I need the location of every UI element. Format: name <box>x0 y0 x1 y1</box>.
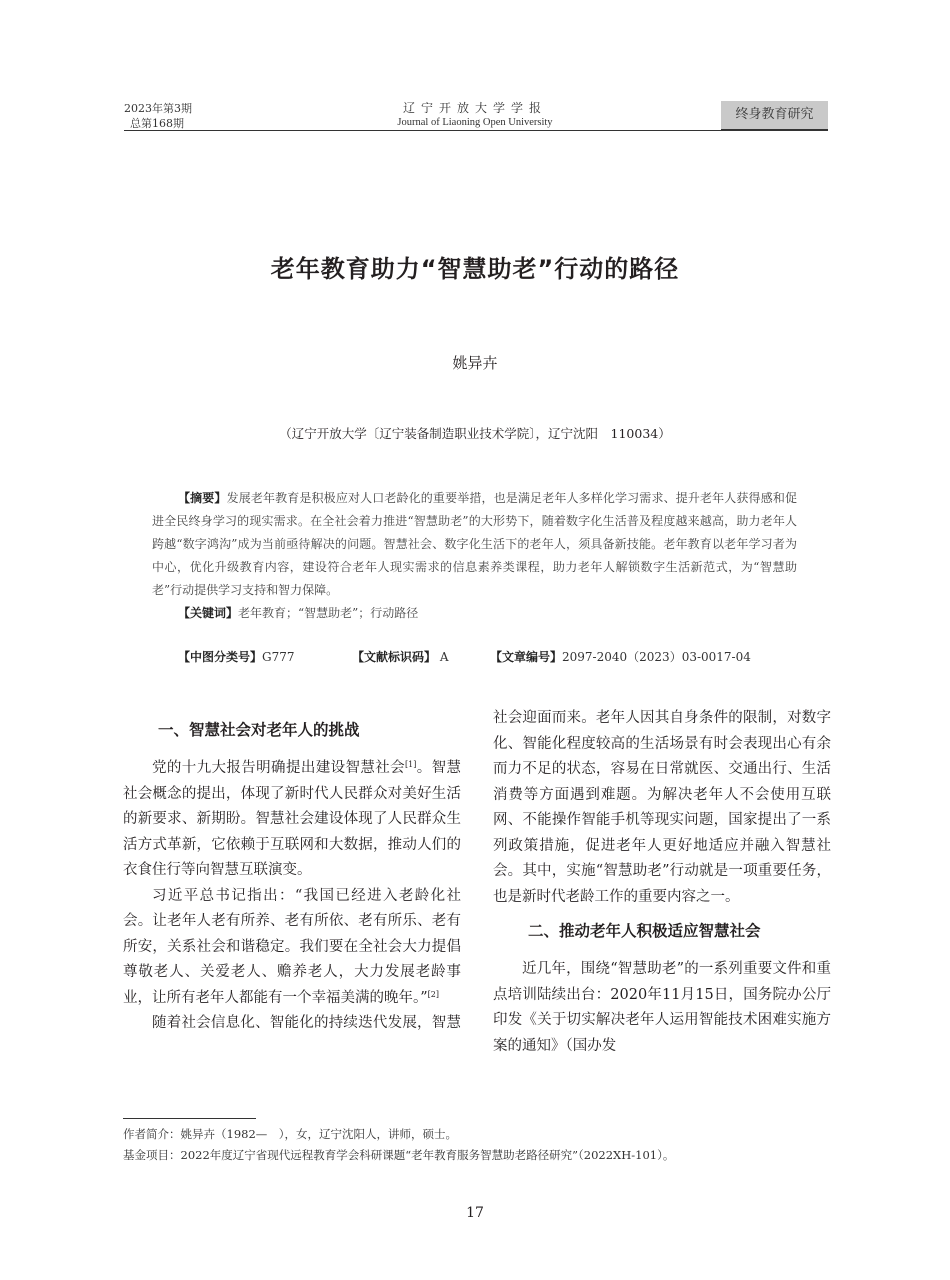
journal-name-en: Journal of Liaoning Open University <box>397 117 553 128</box>
body-paragraph <box>123 756 461 884</box>
paragraph-text: 习近平总书记指出：“我国已经进入老龄化社会。让老年人老有所养、老有所依、老有所乐、老有所安，关系社会和谐稳定。我们要在全社会大力提倡尊敬老人、关爱老人、赡养老人，大力发展老龄事业，让所有老年人都能有一个幸福美满的晚年。” <box>123 887 461 1006</box>
paragraph-continuation <box>493 706 831 910</box>
article-title: 老年教育助力“智慧助老”行动的路径 <box>270 255 680 283</box>
article-author: 姚异卉 <box>452 354 498 372</box>
keywords <box>152 602 797 625</box>
classification-number <box>178 648 295 665</box>
issue-number: 2023年第3期 <box>124 102 192 115</box>
citation-ref: [1] <box>405 760 417 769</box>
paragraph-text: 社会迎面而来。老年人因其自身条件的限制，对数字化、智能化程度较高的生活场景有时会表现出心有余而力不足的状态，容易在日常就医、交通出行、生活消费等方面遇到难题。为解决老年人不会使用互联网、不能操作智能手机等现实问题，国家提出了一系列政策措施，促进老年人更好地适应并融入智慧社会。其中，实施“智慧助老”行动就是一项重要任务，也是新时代老龄工作的重要内容之一。 <box>493 710 831 905</box>
body-paragraph <box>493 706 831 910</box>
classification-value: G777 <box>262 650 295 664</box>
footnote-rule <box>123 1118 256 1119</box>
document-code-label: 【文献标识码】 <box>352 650 437 664</box>
abstract-text: 发展老年教育是积极应对人口老龄化的重要举措，也是满足老年人多样化学习需求、提升老年人获得感和促进全民终身学习的现实需求。在全社会着力推进“智慧助老”的大形势下，随着数字化生活普及程度越来越高，助力老年人跨越“数字鸿沟”成为当前亟待解决的问题。智慧社会、数字化生活下的老年人，须具备新技能。老年教育以老年学习者为中心，优化升级教育内容，建设符合老年人现实需求的信息素养类课程，助力老年人解锁数字生活新范式，为“智慧助老”行动提供学习支持和智力保障。 <box>152 491 797 597</box>
article-number-label: 【文章编号】 <box>490 650 563 664</box>
section-heading-1: 一、智慧社会对老年人的挑战 <box>158 721 360 739</box>
total-issue-number: 总第168期 <box>130 117 184 130</box>
body-paragraph: 近几年，围绕“智慧助老”的一系列重要文件和重点培训陆续出台：2020年11月15日，国务院办公厅印发《关于切实解决老年人运用智能技术困难实施方案的通知》（国办发 <box>493 961 831 1054</box>
citation-ref: [2] <box>427 989 440 999</box>
body-column-left <box>123 709 461 1037</box>
keywords-text: 老年教育；“智慧助老”；行动路径 <box>238 606 419 620</box>
document-code <box>352 648 449 665</box>
author-affiliation: （辽宁开放大学〔辽宁装备制造职业技术学院〕，辽宁沈阳 110034） <box>279 426 671 441</box>
abstract-label: 【摘要】 <box>178 491 227 505</box>
body-paragraph <box>123 884 461 1012</box>
article-number-value: 2097-2040（2023）03-0017-04 <box>562 650 751 664</box>
section-heading-2: 二、推动老年人积极适应智慧社会 <box>528 922 761 940</box>
footnotes <box>123 1124 674 1166</box>
abstract <box>152 487 797 625</box>
article-number <box>490 648 751 665</box>
header-rule <box>124 130 721 131</box>
body-column-right <box>493 706 831 1059</box>
journal-name-cn: 辽宁开放大学学报 <box>402 101 547 115</box>
abstract-paragraph <box>152 487 797 602</box>
paragraph-text: 。智慧社会概念的提出，体现了新时代人民群众对美好生活的新要求、新期盼。智慧社会建设体现了人民群众生活方式革新，它依赖于互联网和大数据，推动人们的衣食住行等向智慧互联演变。 <box>123 760 462 878</box>
issue-info <box>124 101 192 131</box>
fund-project: 基金项目：2022年度辽宁省现代远程教育学会科研课题“老年教育服务智慧助老路径研究”（2022XH-101）。 <box>123 1148 675 1162</box>
keywords-label: 【关键词】 <box>178 606 239 620</box>
paragraph-text: 党的十九大报告明确提出建设智慧社会 <box>152 760 406 776</box>
column-badge: 终身教育研究 <box>721 101 828 131</box>
page-number: 17 <box>466 1205 484 1221</box>
document-code-value: A <box>439 650 449 664</box>
journal-name <box>375 100 575 130</box>
author-intro: 作者简介：姚异卉（1982— ），女，辽宁沈阳人，讲师，硕士。 <box>123 1127 458 1141</box>
body-paragraph-continued <box>123 1011 461 1037</box>
classification-label: 【中图分类号】 <box>178 650 263 664</box>
paragraph-text: 随着社会信息化、智能化的持续迭代发展，智慧 <box>152 1015 461 1031</box>
